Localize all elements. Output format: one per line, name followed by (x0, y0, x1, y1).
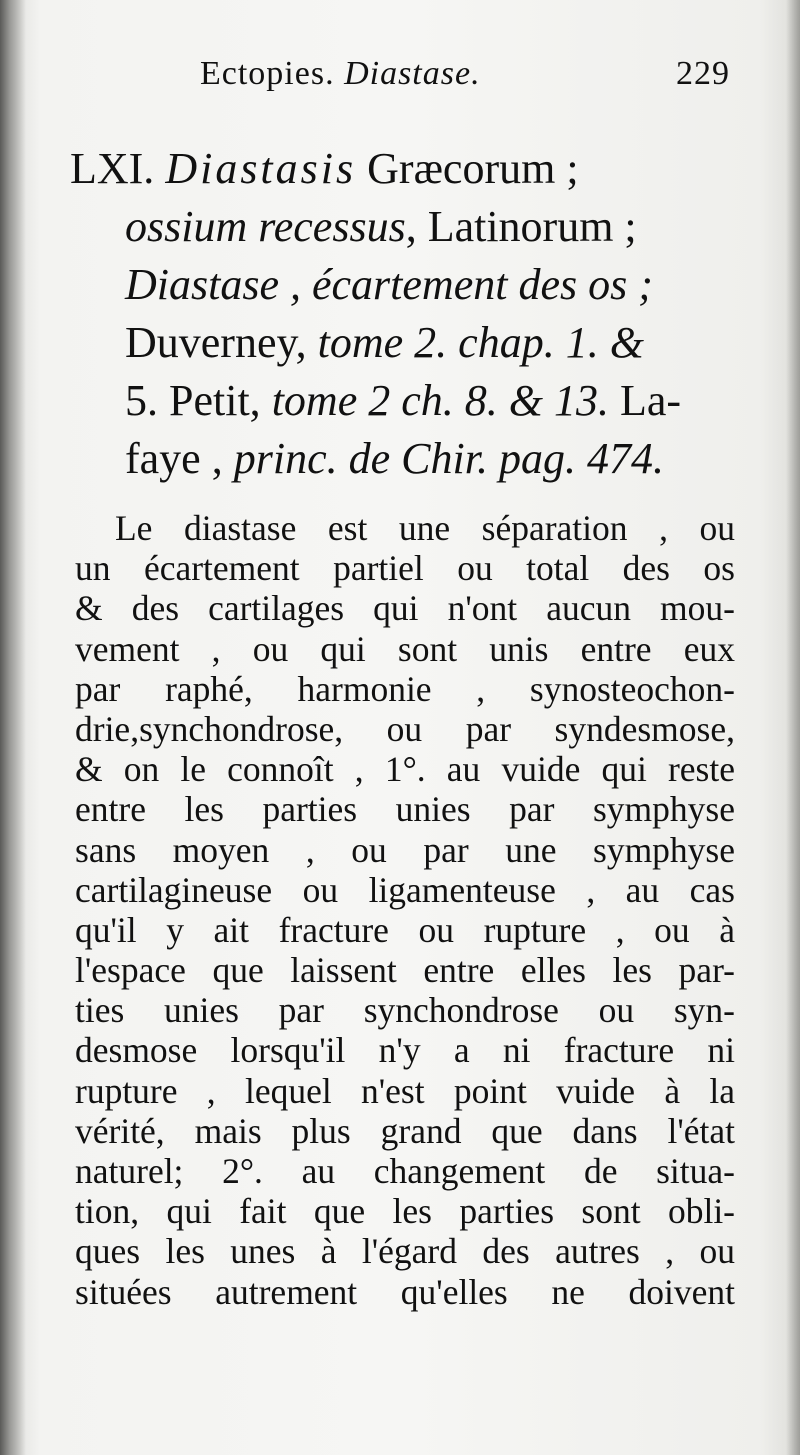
text-line: & des cartilages qui n'ont aucun mou- (75, 588, 735, 629)
text-line: situées autrement qu'elles ne doivent (75, 1271, 735, 1312)
running-title-roman: Ectopies. (200, 55, 335, 92)
page-edge (786, 0, 800, 1455)
text-line: rupture , lequel n'est point vuide à la (75, 1070, 735, 1111)
heading-text: ossium recessus (125, 202, 406, 251)
heading-text: faye , (125, 434, 234, 483)
heading-line (70, 314, 750, 372)
text-line: vérité, mais plus grand que dans l'état (75, 1110, 735, 1151)
text-line: un écartement partiel ou total des os (75, 548, 735, 589)
text-line: drie,synchondrose, ou par syndesmose, (75, 708, 735, 749)
heading-line (70, 430, 750, 488)
heading-text: Duverney, (125, 318, 318, 367)
text-line: tion, qui fait que les parties sont obli- (75, 1191, 735, 1232)
text-line: desmose lorsqu'il n'y a ni fracture ni (75, 1030, 735, 1071)
text-line: naturel; 2°. au changement de situa- (75, 1151, 735, 1191)
text-line: vement , ou qui sont unis entre eux (75, 628, 735, 669)
heading-text: Diastase , écartement des os ; (125, 260, 653, 309)
heading-text: princ. de Chir. pag. 474. (233, 434, 664, 483)
heading-line (70, 372, 750, 430)
running-title (200, 55, 481, 93)
heading-text: LXI. (70, 144, 166, 193)
text-line: sans moyen , ou par une symphyse (75, 829, 735, 870)
text-line: l'espace que laissent entre elles les par- (75, 950, 735, 991)
heading-line (70, 140, 750, 198)
section-heading (70, 140, 750, 488)
text-line: Le diastase est une séparation , ou (115, 508, 735, 548)
heading-text: , Latinorum ; (405, 202, 637, 251)
text-line: cartilagineuse ou ligamenteuse , au cas (75, 869, 735, 910)
text-line: ques les unes à l'égard des autres , ou (75, 1231, 735, 1272)
heading-text: tome 2. chap. 1. & (317, 318, 644, 367)
running-header (160, 55, 750, 105)
page-number: 229 (676, 55, 730, 92)
text-line: par raphé, harmonie , synosteochon- (75, 668, 735, 709)
running-title-italic: Diastase. (344, 55, 481, 92)
text-line: & on le connoît , 1°. au vuide qui reste (75, 749, 735, 790)
binding-shadow (0, 0, 26, 1455)
heading-text: tome 2 ch. 8. & 13. (271, 376, 609, 425)
body-paragraph (75, 508, 735, 1312)
text-line: qu'il y ait fracture ou rupture , ou à (75, 909, 735, 950)
heading-line (70, 198, 750, 256)
text-line: entre les parties unies par symphyse (75, 789, 735, 830)
heading-line (70, 256, 750, 314)
text-line: ties unies par synchondrose ou syn- (75, 990, 735, 1031)
heading-text: La- (608, 376, 682, 425)
heading-text: 5. Petit, (125, 376, 272, 425)
heading-text: Græcorum ; (356, 144, 579, 193)
heading-text: Diastasis (165, 144, 357, 193)
